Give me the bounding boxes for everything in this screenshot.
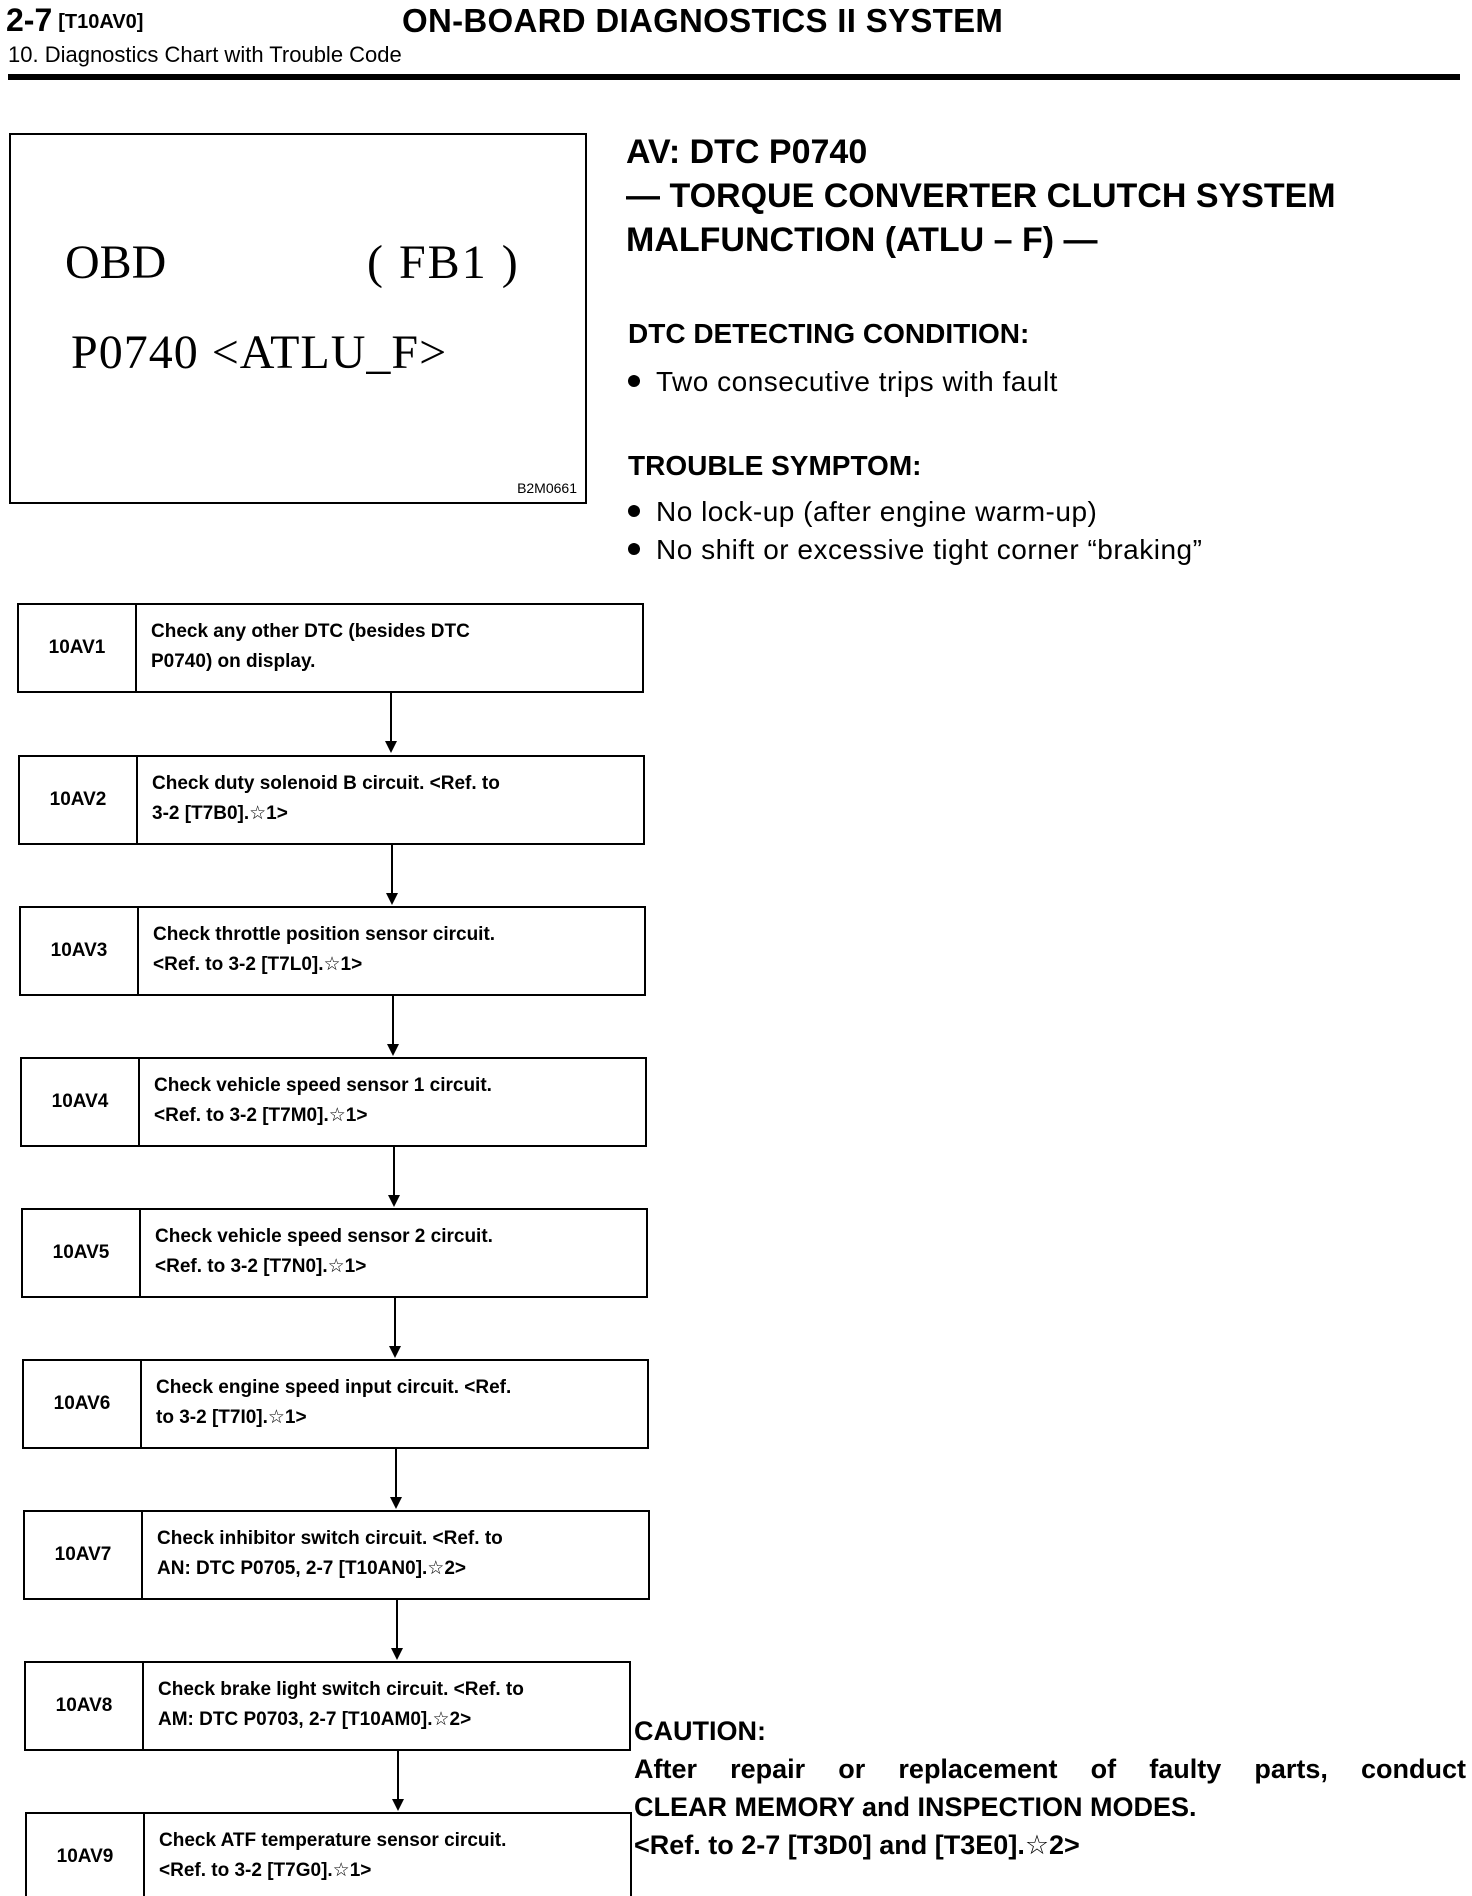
caution-text: CLEAR MEMORY and INSPECTION MODES.	[634, 1792, 1197, 1822]
arrow-down-icon	[391, 1648, 403, 1660]
step-description: Check duty solenoid B circuit. <Ref. to 3-2 [T7B0].☆1>	[152, 773, 500, 824]
page-subtitle: 10. Diagnostics Chart with Trouble Code	[8, 42, 402, 67]
step-code: 10AV3	[21, 908, 139, 994]
step-description: Check brake light switch circuit. <Ref. to AM: DTC P0703, 2-7 [T10AM0].☆2>	[158, 1679, 524, 1730]
caution-heading: CAUTION:	[634, 1716, 766, 1746]
flow-step	[17, 603, 644, 693]
caution-text: After repair or replacement of faulty parts, conduct	[634, 1754, 1466, 1784]
arrow-down-icon	[389, 1346, 401, 1358]
step-description: Check inhibitor switch circuit. <Ref. to AN: DTC P0705, 2-7 [T10AN0].☆2>	[157, 1528, 503, 1579]
step-description: Check vehicle speed sensor 2 circuit. <Ref. to 3-2 [T7N0].☆1>	[155, 1226, 493, 1277]
flow-connector	[393, 1147, 395, 1195]
flow-connector	[390, 693, 392, 741]
step-code: 10AV6	[24, 1361, 142, 1447]
symptom-item: No shift or excessive tight corner “braking”	[628, 534, 1202, 566]
step-description: Check throttle position sensor circuit. <Ref. to 3-2 [T7L0].☆1>	[153, 924, 496, 975]
obd-display-figure	[9, 133, 587, 504]
bullet-icon	[628, 505, 640, 517]
flow-step	[23, 1510, 650, 1600]
step-code: 10AV9	[27, 1814, 145, 1896]
flow-connector	[391, 845, 393, 893]
flow-connector	[395, 1449, 397, 1497]
flow-step	[19, 906, 646, 996]
flow-step	[22, 1359, 649, 1449]
bullet-icon	[628, 375, 640, 387]
figure-id: B2M0661	[517, 480, 577, 496]
step-description: Check any other DTC (besides DTC P0740) on display.	[151, 621, 470, 672]
arrow-down-icon	[386, 893, 398, 905]
figure-line2: P0740 <ATLU_F>	[71, 326, 448, 379]
page-tag: [T10AV0]	[58, 11, 144, 33]
flow-step	[21, 1208, 648, 1298]
flow-connector	[392, 996, 394, 1044]
arrow-down-icon	[387, 1044, 399, 1056]
step-code: 10AV2	[20, 757, 138, 843]
figure-line1-left: OBD	[65, 236, 167, 289]
caution-reference: <Ref. to 2-7 [T3D0] and [T3E0].☆2>	[634, 1830, 1080, 1860]
step-code: 10AV5	[23, 1210, 141, 1296]
arrow-down-icon	[385, 741, 397, 753]
page-code: 2-7 [T10AV0]	[6, 2, 144, 38]
step-code: 10AV4	[22, 1059, 140, 1145]
flow-connector	[396, 1600, 398, 1648]
step-code: 10AV7	[25, 1512, 143, 1598]
dtc-title: AV: DTC P0740 — TORQUE CONVERTER CLUTCH SYSTEM MALFUNCTION (ATLU – F) —	[626, 133, 1336, 259]
detecting-item: Two consecutive trips with fault	[628, 366, 1058, 398]
flow-step	[24, 1661, 631, 1751]
step-description: Check engine speed input circuit. <Ref. to 3-2 [T7I0].☆1>	[156, 1377, 512, 1428]
arrow-down-icon	[388, 1195, 400, 1207]
symptom-item: No lock-up (after engine warm-up)	[628, 496, 1097, 528]
caution-note	[634, 1712, 1466, 1864]
figure-line1-right: ( FB1 )	[367, 236, 520, 289]
flow-connector	[397, 1751, 399, 1799]
bullet-icon	[628, 543, 640, 555]
flow-step	[20, 1057, 647, 1147]
header-rule	[8, 74, 1460, 80]
arrow-down-icon	[392, 1799, 404, 1811]
step-code: 10AV1	[19, 605, 137, 691]
page-title: ON-BOARD DIAGNOSTICS II SYSTEM	[402, 2, 1004, 39]
step-description: Check ATF temperature sensor circuit. <Ref. to 3-2 [T7G0].☆1>	[159, 1830, 507, 1881]
step-description: Check vehicle speed sensor 1 circuit. <Ref. to 3-2 [T7M0].☆1>	[154, 1075, 492, 1126]
detecting-heading: DTC DETECTING CONDITION:	[628, 318, 1030, 349]
flow-step	[18, 755, 645, 845]
arrow-down-icon	[390, 1497, 402, 1509]
symptom-heading: TROUBLE SYMPTOM:	[628, 450, 922, 481]
flow-connector	[394, 1298, 396, 1346]
flow-step	[25, 1812, 632, 1896]
step-code: 10AV8	[26, 1663, 144, 1749]
